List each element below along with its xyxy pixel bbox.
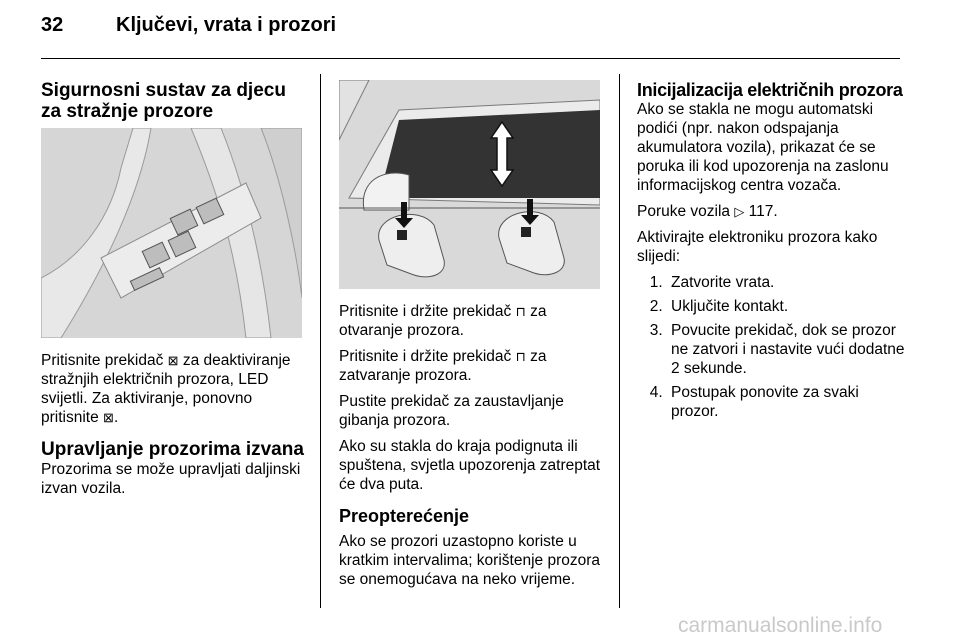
child-lock-icon: ⊠ xyxy=(167,353,179,368)
activate-paragraph: Aktivirajte elektroniku prozora kako slijedi: xyxy=(637,229,878,265)
page-reference-icon: ▷ xyxy=(734,204,745,219)
section-heading-child-lock: Sigurnosni sustav za djecu za stražnje prozore xyxy=(41,80,286,122)
list-item: 1. Zatvorite vrata. xyxy=(667,273,907,292)
init-paragraph: Ako se stakla ne mogu automatski podići (npr. nakon odspajanja akumulatora vozila), prikazat će se poruka ili kod upozorenja na zaslonu informacijskog centra vozača. xyxy=(637,101,889,194)
child-lock-paragraph: Pritisnite prekidač ⊠ za deaktiviranje stražnjih električnih prozora, LED svijetli. Za aktiviranje, ponovno pritisnite ⊠. xyxy=(41,352,291,426)
overload-paragraph: Ako se prozori uzastopno koriste u kratkim intervalima; korištenje prozora se onemogućava na neko vrijeme. xyxy=(339,533,601,588)
open-paragraph: Pritisnite i držite prekidač ⊓ za otvaranje prozora. xyxy=(339,303,547,339)
list-item: 3. Povucite prekidač, dok se prozor ne zatvori i nastavite vući dodatne 2 sekunde. xyxy=(667,321,907,378)
column-1-body xyxy=(41,351,311,505)
section-heading-remote: Upravljanje prozorima izvana xyxy=(41,439,304,460)
unlock-icon: ⊓ xyxy=(515,304,526,319)
column-2 xyxy=(339,302,609,596)
close-paragraph: Pritisnite i držite prekidač ⊓ za zatvaranje prozora. xyxy=(339,348,547,384)
list-item: 4. Postupak ponovite za svaki prozor. xyxy=(667,383,907,421)
door-switch-drawing xyxy=(41,128,302,338)
stop-paragraph: Pustite prekidač za zaustavljanje gibanja prozora. xyxy=(339,393,564,429)
door-switch-illustration xyxy=(41,128,302,338)
watermark-text: carmanualsonline.info xyxy=(678,614,883,637)
child-lock-icon: ⊠ xyxy=(103,410,114,425)
header-rule xyxy=(41,58,900,59)
remote-key-drawing xyxy=(339,80,600,289)
lock-icon: ⊓ xyxy=(515,349,526,364)
column-3 xyxy=(637,80,907,426)
column-divider-2 xyxy=(619,74,620,608)
remote-paragraph: Prozorima se može upravljati daljinski izvan vozila. xyxy=(41,461,301,497)
page-number: 32 xyxy=(41,14,64,36)
init-steps-list xyxy=(637,273,907,421)
chapter-title: Ključevi, vrata i prozori xyxy=(116,14,337,36)
remote-key-illustration xyxy=(339,80,600,289)
column-divider-1 xyxy=(320,74,321,608)
warning-paragraph: Ako su stakla do kraja podignuta ili spuštena, svjetla upozorenja zatreptat će dva puta. xyxy=(339,438,601,493)
section-heading-init: Inicijalizacija električnih prozora xyxy=(637,80,903,100)
messages-reference: Poruke vozila ▷ 117. xyxy=(637,203,778,220)
section-heading-overload: Preopterećenje xyxy=(339,506,470,526)
list-item: 2. Uključite kontakt. xyxy=(667,297,907,316)
column-1 xyxy=(41,80,311,122)
